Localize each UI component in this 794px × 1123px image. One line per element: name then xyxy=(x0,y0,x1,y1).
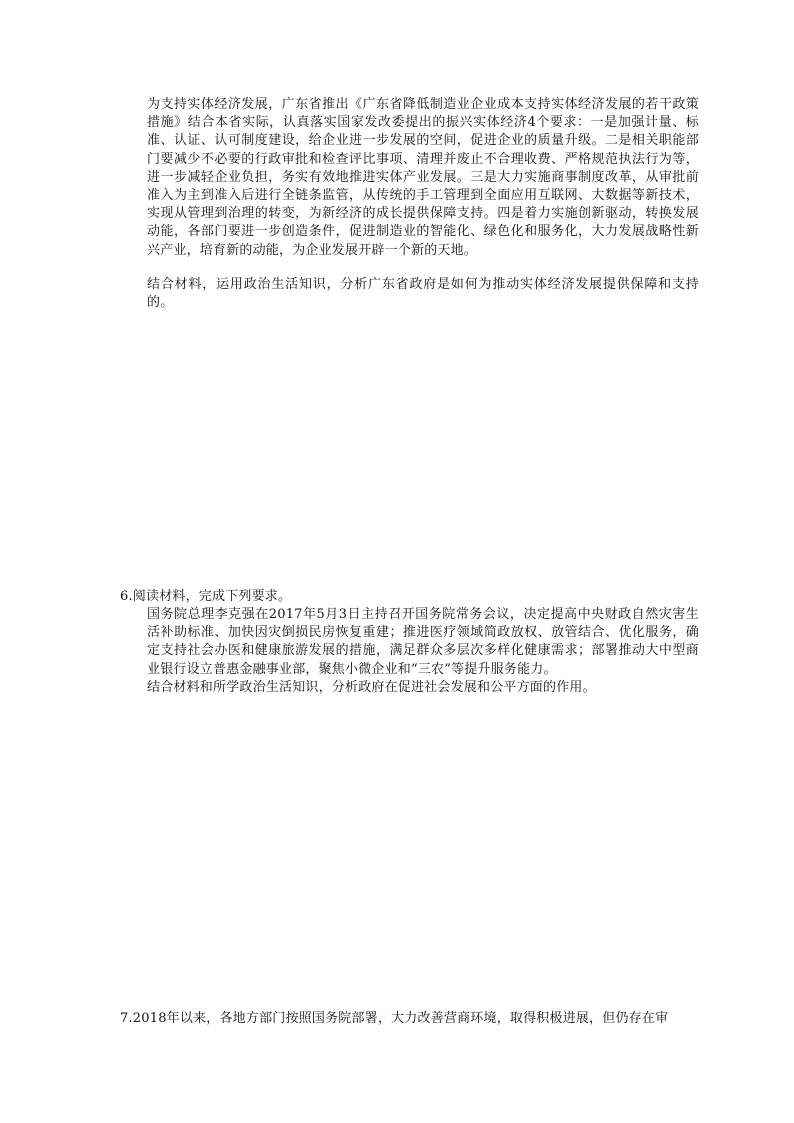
question-6-material: 国务院总理李克强在2017年5月3日主持召开国务院常务会议，决定提高中央财政自然灾害生活补助标准、加快因灾倒损民房恢复重建；推进医疗领域简政放权、放管结合、优化服务，确定支持社会办医和健康旅游发展的措施，满足群众多层次多样化健康需求；部署推动大中型商业银行设立普惠金融事业部，聚焦小微企业和“三农”等提升服务能力。 xyxy=(147,607,699,677)
question-6-prompt: 结合材料和所学政治生活知识，分析政府在促进社会发展和公平方面的作用。 xyxy=(147,680,596,695)
question-5-prompt: 结合材料，运用政治生活知识，分析广东省政府是如何为推动实体经济发展提供保障和支持的。 xyxy=(147,277,699,311)
question-6-heading: 6.阅读材料，完成下列要求。 xyxy=(120,589,292,604)
question-7-heading: 7.2018年以来，各地方部门按照国务院部署，大力改善营商环境，取得积极进展，但仍存在审 xyxy=(120,1011,669,1026)
question-5-material: 为支持实体经济发展，广东省推出《广东省降低制造业企业成本支持实体经济发展的若干政策措施》结合本省实际，认真落实国家发改委提出的振兴实体经济4个要求：一是加强计量、标准、认证、认可制度建设，给企业进一步发展的空间，促进企业的质量升级。二是相关职能部门要减少不必要的行政审批和检查评比事项、清理并废止不合理收费、严格规范执法行为等，进一步减轻企业负担，务实有效地推进实体产业发展。三是大力实施商事制度改革，从审批前准入为主到准入后进行全链条监管，从传统的手工管理到全面应用互联网、大数据等新技术，实现从管理到治理的转变，为新经济的成长提供保障支持。四是着力实施创新驱动，转换发展动能，各部门要进一步创造条件，促进制造业的智能化、绿色化和服务化，大力发展战略性新兴产业，培育新的动能，为企业发展开辟一个新的天地。 xyxy=(147,97,699,258)
